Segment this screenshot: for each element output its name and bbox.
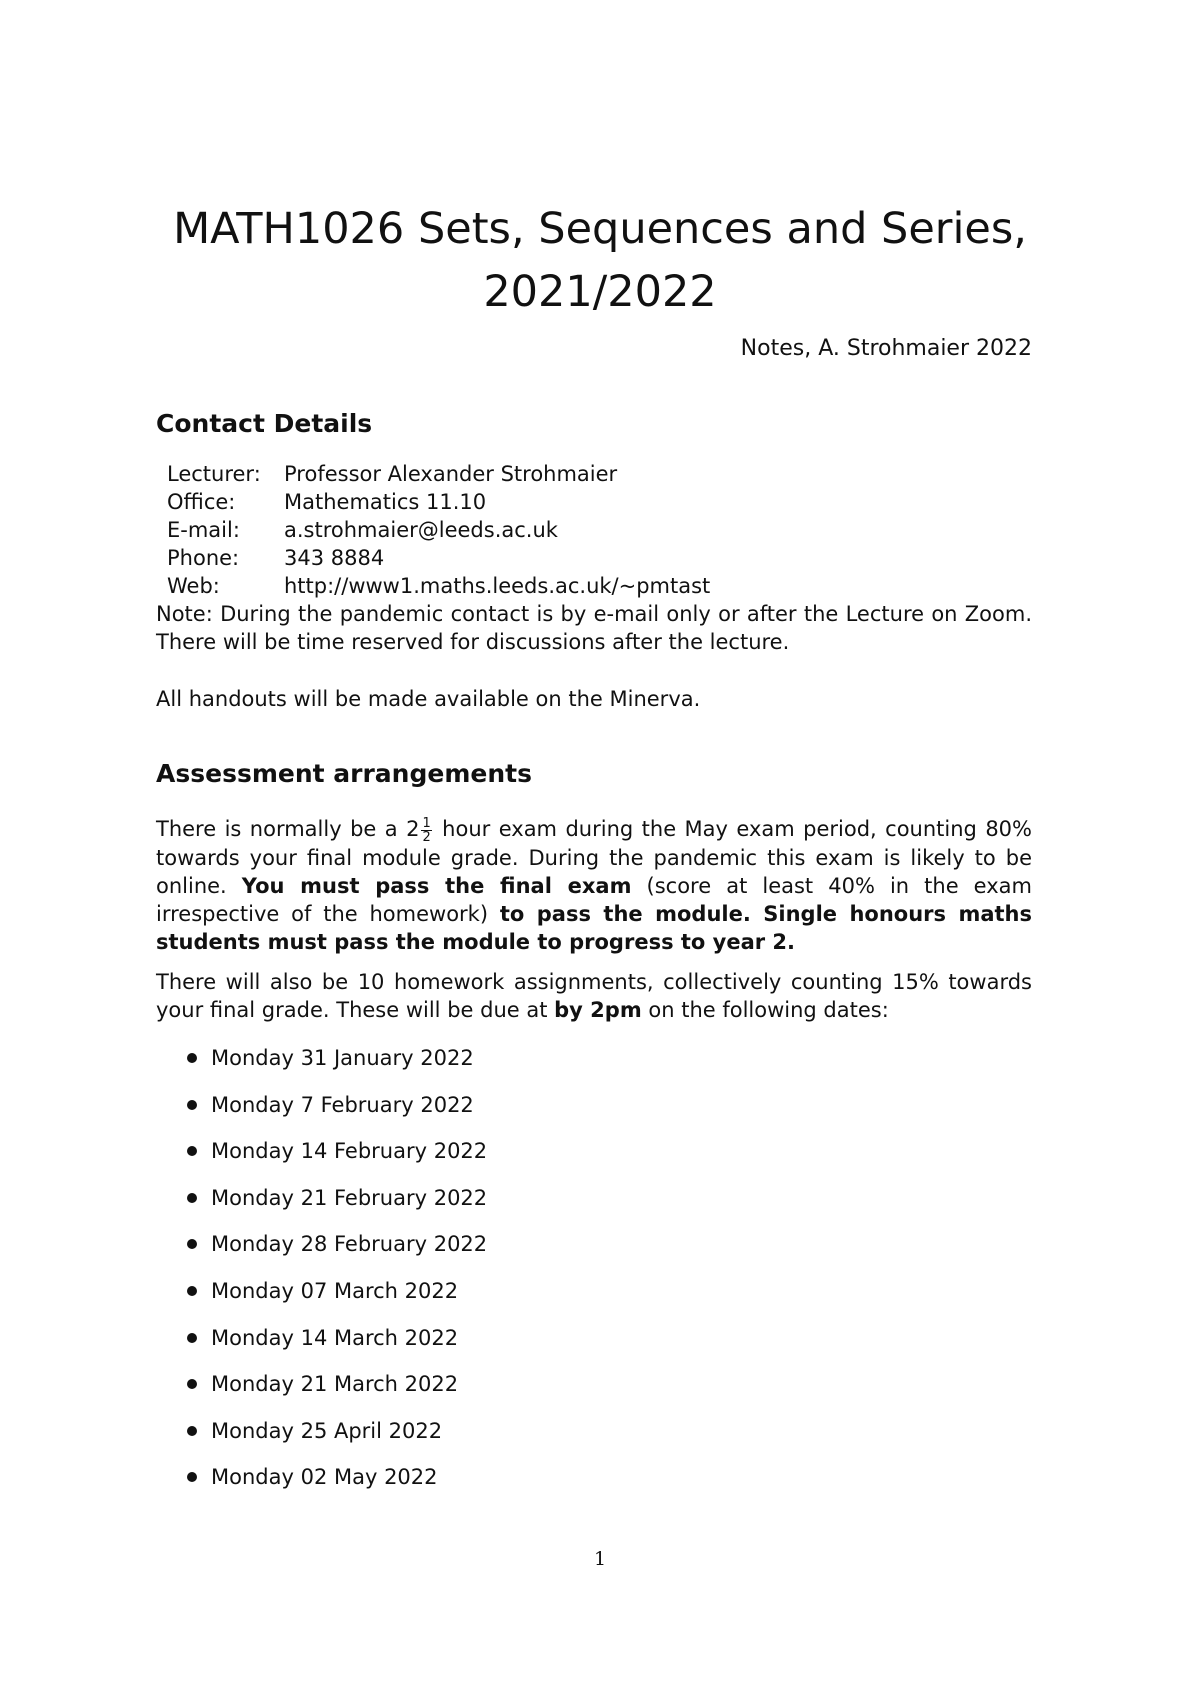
list-item [180, 1091, 487, 1138]
contact-value: http://www1.maths.leeds.ac.uk/~pmtast [284, 574, 711, 598]
due-date: Monday 07 March 2022 [211, 1278, 459, 1303]
exam-text [156, 815, 1032, 956]
homework-text-part-1: There will also be 10 homework assignments, collectively counting 15% towards your final grade. These will be due at [156, 970, 1032, 1022]
contact-label: Phone: [167, 546, 240, 570]
page-number: 1 [593, 1548, 607, 1570]
due-date: Monday 31 January 2022 [211, 1046, 474, 1070]
due-date: Monday 14 February 2022 [211, 1139, 488, 1164]
list-item [180, 1230, 487, 1277]
contact-value: Mathematics 11.10 [284, 490, 487, 514]
bullet-icon [187, 1239, 197, 1249]
list-item [180, 1324, 487, 1371]
contact-row-office [167, 488, 710, 516]
contact-table [167, 460, 710, 600]
due-date: Monday 21 February 2022 [211, 1185, 488, 1210]
exam-text-bold-2: to pass the module. Single honours maths students must pass the module to progress to year 2. [156, 901, 1033, 954]
due-date: Monday 28 February 2022 [211, 1232, 488, 1257]
exam-text-bold-1: You must pass the final exam [241, 873, 632, 898]
list-item [180, 1370, 487, 1417]
list-item [180, 1137, 487, 1184]
bullet-icon [187, 1286, 197, 1296]
bullet-icon [187, 1193, 197, 1203]
due-date: Monday 02 May 2022 [211, 1465, 438, 1490]
list-item [180, 1184, 487, 1231]
bullet-icon [187, 1100, 197, 1110]
author-line: Notes, A. Strohmaier 2022 [740, 336, 1032, 361]
homework-paragraph [156, 968, 1032, 1024]
homework-text [156, 968, 1032, 1024]
title-line-1: MATH1026 Sets, Sequences and Series, [173, 204, 1027, 254]
list-item [180, 1417, 487, 1464]
fraction-denominator: 2 [422, 829, 431, 845]
contact-label: Office: [167, 490, 236, 514]
contact-row-phone [167, 544, 710, 572]
bullet-icon [187, 1333, 197, 1343]
fraction-one-half [421, 817, 431, 844]
due-date: Monday 25 April 2022 [211, 1418, 443, 1443]
homework-dates-list [180, 1044, 487, 1510]
list-item [180, 1277, 487, 1324]
exam-text-part-1: There is normally be a 2 [156, 817, 420, 841]
contact-value: Professor Alexander Strohmaier [284, 462, 618, 486]
list-item [180, 1463, 487, 1510]
handouts-note [156, 685, 1032, 713]
exam-text-part-3: (score at least 40% in the exam irrespective of the homework) [156, 873, 1032, 926]
exam-paragraph [156, 815, 1032, 956]
bullet-icon [187, 1053, 197, 1063]
due-date: Monday 14 March 2022 [211, 1325, 459, 1350]
contact-value: a.strohmaier@leeds.ac.uk [284, 518, 558, 542]
bullet-icon [187, 1146, 197, 1156]
contact-label: Web: [167, 574, 220, 598]
pandemic-note-text: Note: During the pandemic contact is by e-mail only or after the Lecture on Zoom. There will be time reserved for discussions after the lecture. [156, 602, 1032, 654]
fraction-numerator: 1 [422, 815, 431, 831]
contact-label: E-mail: [167, 518, 240, 542]
due-date: Monday 7 February 2022 [211, 1092, 474, 1117]
pandemic-note [156, 600, 1032, 656]
homework-text-part-2: on the following dates: [641, 998, 889, 1022]
contact-row-lecturer [167, 460, 710, 488]
bullet-icon [187, 1379, 197, 1389]
assessment-heading: Assessment arrangements [156, 759, 532, 788]
exam-text-part-2: hour exam during the May exam period, counting 80% towards your final module grade. During the pandemic this exam is likely to be online. [156, 817, 1032, 898]
due-date: Monday 21 March 2022 [211, 1372, 459, 1397]
contact-row-web [167, 572, 710, 600]
list-item [180, 1044, 487, 1091]
contact-value: 343 8884 [284, 546, 385, 570]
homework-deadline-time: by 2pm [554, 998, 642, 1022]
contact-row-email [167, 516, 710, 544]
title-line-2: 2021/2022 [483, 267, 717, 317]
document-title [100, 198, 1100, 324]
contact-label: Lecturer: [167, 462, 261, 486]
handouts-text: All handouts will be made available on the Minerva. [156, 687, 701, 711]
contact-details-heading: Contact Details [156, 409, 373, 438]
bullet-icon [187, 1426, 197, 1436]
bullet-icon [187, 1472, 197, 1482]
